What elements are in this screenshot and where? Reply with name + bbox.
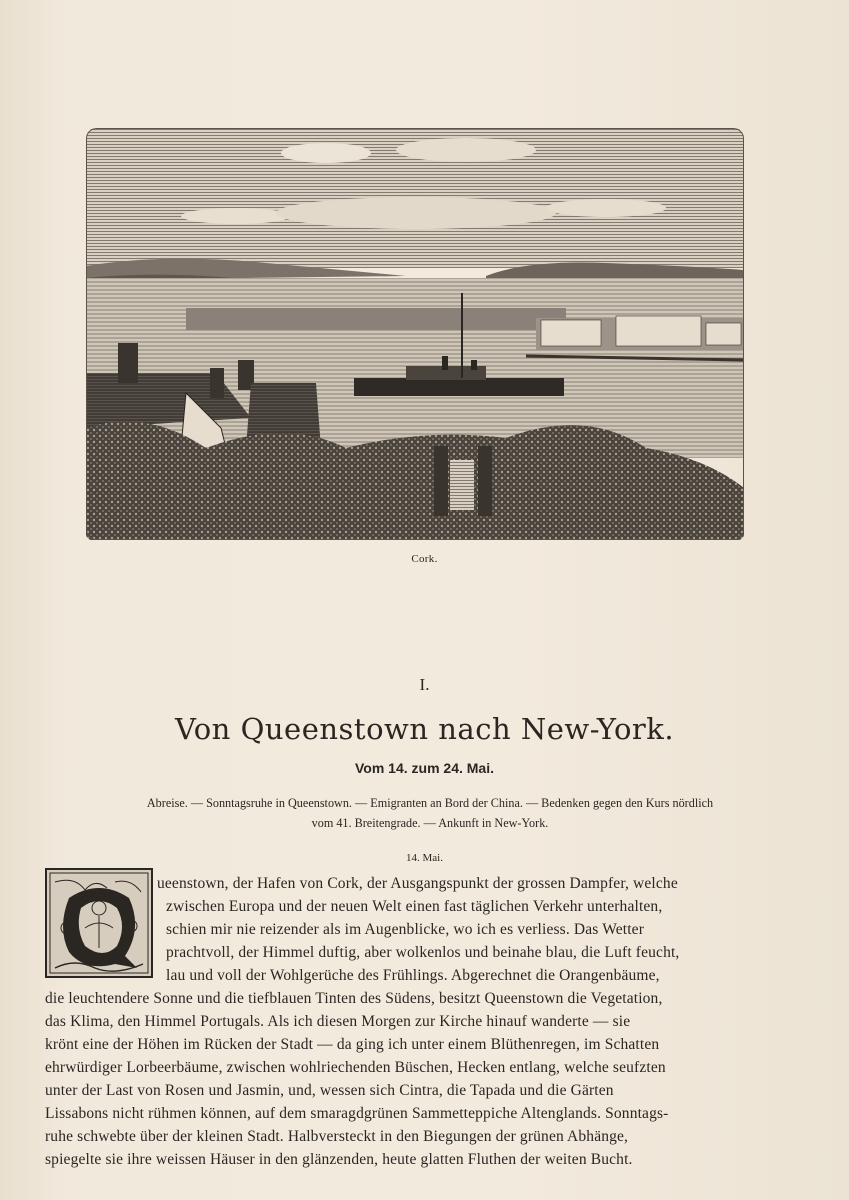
paragraph-line: ehrwürdiger Lorbeerbäume, zwischen wohlriechenden Büschen, Hecken entlang, welche seufzten	[45, 1059, 666, 1076]
summary-line: vom 41. Breitengrade. — Ankunft in New-York.	[311, 816, 549, 830]
engraving-image	[86, 128, 744, 540]
paragraph-line: Lissabons nicht rühmen können, auf dem smaragdgrünen Sammetteppiche Altenglands. Sonntags-	[45, 1105, 669, 1122]
paragraph-line: spiegelte sie ihre weissen Häuser in den glänzenden, heute glatten Fluthen der weiten Bucht.	[45, 1151, 633, 1168]
decorated-initial-q	[45, 868, 153, 978]
illustration-caption: Cork.	[411, 553, 438, 565]
ornament-initial-icon	[45, 868, 153, 978]
paragraph-line: prachtvoll, der Himmel duftig, aber wolkenlos und beinahe blau, die Luft feucht,	[166, 944, 680, 961]
chapter-number: I.	[419, 675, 430, 694]
paragraph-line: ueenstown, der Hafen von Cork, der Ausgangspunkt der grossen Dampfer, welche	[157, 875, 678, 892]
paragraph-line: ruhe schwebte über der kleinen Stadt. Halbversteckt in den Biegungen der grünen Abhänge,	[45, 1128, 629, 1145]
paragraph-line: die leuchtendere Sonne und die tiefblauen Tinten des Südens, besitzt Queenstown die Vegetation,	[45, 990, 663, 1007]
cork-harbour-engraving	[86, 128, 744, 540]
paragraph-line: schien mir nie reizender als im Augenblicke, wo ich es verliess. Das Wetter	[166, 921, 645, 938]
paragraph-line: lau und voll der Wohlgerüche des Frühlings. Abgerechnet die Orangenbäume,	[166, 967, 660, 984]
entry-date: 14. Mai.	[406, 852, 443, 864]
paragraph-line: unter der Last von Rosen und Jasmin, und, wessen sich Cintra, die Tapada und die Gärten	[45, 1082, 614, 1099]
paragraph-line: das Klima, den Himmel Portugals. Als ich diesen Morgen zur Kirche hinauf wanderte — sie	[45, 1013, 631, 1030]
paragraph-line: zwischen Europa und der neuen Welt einen fast täglichen Verkehr unterhalten,	[166, 898, 663, 915]
paragraph-line: krönt eine der Höhen im Rücken der Stadt — da ging ich unter einem Blüthenregen, im Schatten	[45, 1036, 660, 1053]
chapter-summary	[45, 793, 815, 833]
chapter-date-range: Vom 14. zum 24. Mai.	[354, 760, 494, 776]
chapter-title: Von Queenstown nach New-York.	[174, 712, 675, 746]
summary-line: Abreise. — Sonntagsruhe in Queenstown. — Emigranten an Bord der China. — Bedenken gegen den Kurs nördlich	[146, 796, 714, 810]
